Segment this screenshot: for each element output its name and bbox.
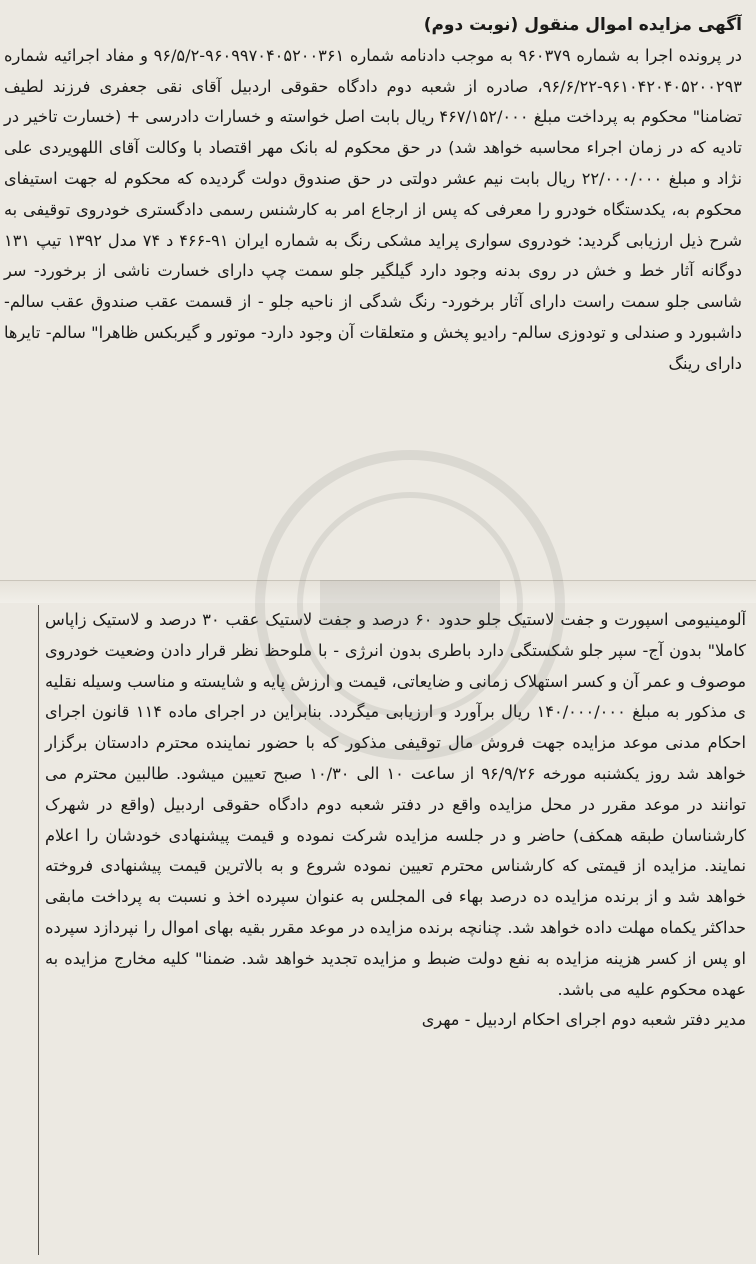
notice-signature: مدیر دفتر شعبه دوم اجرای احکام اردبیل - مهری	[421, 1010, 746, 1030]
notice-bottom-column	[38, 605, 746, 1255]
notice-body-top: در پرونده اجرا به شماره ۹۶۰۳۷۹ به موجب دادنامه شماره ۹۶۰۹۹۷۰۴۰۵۲۰۰۳۶۱-۹۶/۵/۲ و مفاد اجرائیه شماره ۹۶۱۰۴۲۰۴۰۵۲۰۰۲۹۳-۹۶/۶/۲۲، صادره از شعبه دوم دادگاه حقوقی اردبیل آقای نقی جعفری فرزند لطیف تضامنا" محکوم به پرداخت مبلغ ۴۶۷/۱۵۲/۰۰۰ ریال بابت اصل خواسته و خسارات دادرسی + (خسارت تاخیر در تادیه که در زمان اجراء محاسبه خواهد شد) در حق محکوم له بانک مهر اقتصاد با وکالت آقای اللهویردی علی نژاد و مبلغ ۲۲/۰۰۰/۰۰۰ ریال بابت نیم عشر دولتی در حق صندوق دولت گردیده که محکوم له جهت استیفای محکوم به، یکدستگاه خودرو را معرفی که پس از ارجاع امر به کارشنس رسمی دادگستری خودروی توقیفی به شرح ذیل ارزیابی گردید: خودروی سواری پراید مشکی رنگ به شماره ایران ۹۱-۴۶۶ د ۷۴ مدل ۱۳۹۲ تیپ ۱۳۱ دوگانه آثار خط و خش در روی بدنه وجود دارد گیلگیر جلو سمت چپ دارای خسارت ناشی از برخورد- سر شاسی جلو سمت راست دارای آثار برخورد- رنگ شدگی از ناحیه جلو - از قسمت عقب صندوق عقب سالم- داشبورد و صندلی و تودوزی سالم- رادیو پخش و متعلقات آن وجود دارد- موتور و گیربکس ظاهرا" سالم- تایرها دارای رینگ	[4, 45, 742, 373]
notice-heading: آگهی مزایده اموال منقول (نوبت دوم)	[423, 15, 742, 35]
column-seam	[0, 580, 756, 603]
notice-top-column	[0, 10, 742, 580]
notice-body-bottom: آلومینیومی اسپورت و جفت لاستیک جلو حدود ۶۰ درصد و جفت لاستیک عقب ۳۰ درصد و لاستیک زاپاس کاملا" بدون آج- سپر جلو شکستگی دارد باطری بدون انرژی - با ملوحظ نظر قرار دادن وضعیت خودروی موصوف و عمر آن و کسر استهلاک زمانی و ضایعاتی، قیمت و ارزش پایه و شایسته و مناسب وسیله نقلیه ی مذکور به مبلغ ۱۴۰/۰۰۰/۰۰۰ ریال برآورد و ارزیابی میگردد. بنابراین در اجرای ماده ۱۱۴ قانون اجرای احکام مدنی موعد مزایده جهت فروش مال توقیفی مذکور که با حضور نماینده محترم دادستان برگزار خواهد شد روز یکشنبه مورخه ۹۶/۹/۲۶ از ساعت ۱۰ الی ۱۰/۳۰ صبح تعیین میشود. طالبین محترم می توانند در موعد مقرر در محل مزایده واقع در دفتر شعبه دوم دادگاه حقوقی اردبیل (واقع در شهرک کارشناسان طبقه همکف) حاضر و در جلسه مزایده شرکت نموده و قیمت پیشنهادی خودشان را اعلام نمایند. مزایده از قیمتی که کارشناس محترم تعیین نموده شروع و به بالاترین قیمت پیشنهادی فروخته خواهد شد و از برنده مزایده ده درصد بهاء فی المجلس به عنوان سپرده اخذ و نسبت به پرداخت مابقی حداکثر یکماه مهلت داده خواهد شد. چنانچه برنده مزایده در موعد مقرر بقیه بهای اموال را نپردازد سپرده او پس از کسر هزینه مزایده به نفع دولت ضبط و مزایده تجدید خواهد شد. ضمنا" کلیه مخارج مزایده به عهده محکوم علیه می باشد.	[45, 610, 746, 999]
